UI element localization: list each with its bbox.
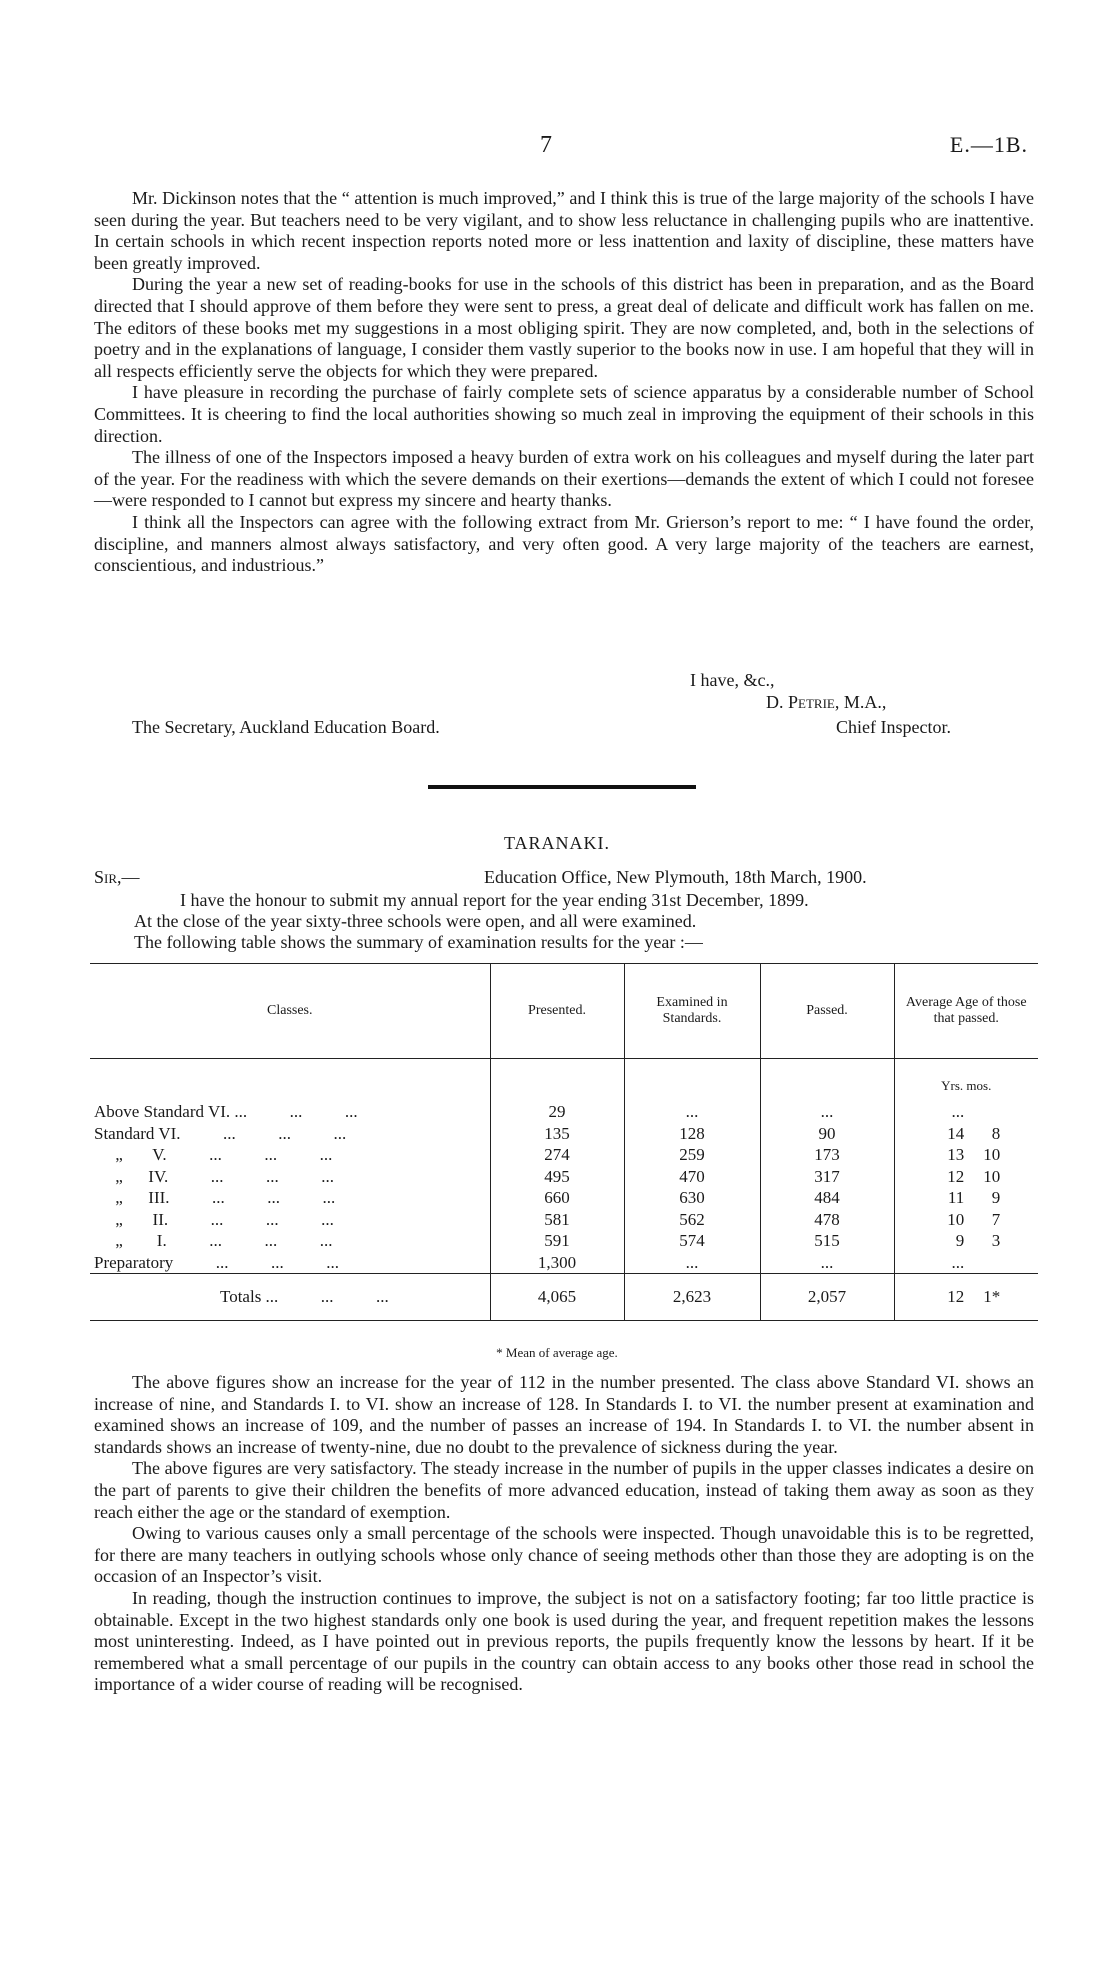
age-months: 7: [991, 1209, 1001, 1229]
age-months: 10: [983, 1166, 1001, 1186]
signatory-name: [766, 692, 886, 713]
class-name: „ IV. ... ... ...: [94, 1166, 335, 1186]
passed-value: ...: [760, 1101, 894, 1123]
total-presented: 4,065: [490, 1274, 624, 1321]
examination-summary-table: [90, 963, 1038, 1321]
total-age-months: 1*: [983, 1287, 1001, 1307]
taranaki-report-body: [94, 1372, 1034, 1696]
presented-value: 135: [490, 1123, 624, 1145]
auckland-paragraph: I think all the Inspectors can agree with the following extract from Mr. Grierson’s report to me: “ I have found the order, discipline, and manners almost always satisfactory, and very often good. A very large majority of the teachers are earnest, conscientious, and industrious.”: [94, 511, 1034, 576]
salutation: [94, 867, 140, 888]
taranaki-paragraph: Owing to various causes only a small percentage of the schools were inspected. Though unavoidable this is to be regretted, for there are many teachers in outlying schools whose only chance of seeing methods other than those they are adopting is on the occasion of an Inspector’s visit.: [94, 1523, 1034, 1587]
header-passed: Passed.: [760, 964, 894, 1059]
age-years: 14: [947, 1123, 965, 1143]
signatory-title: Chief Inspector.: [836, 717, 951, 737]
auckland-paragraph: I have pleasure in recording the purchase of fairly complete sets of science apparatus by a considerable number of School Committees. It is cheering to find the local authorities showing so much zeal in improving the equipment of their schools in this direction.: [94, 382, 1034, 446]
class-name: „ III. ... ... ...: [94, 1188, 336, 1207]
examined-value: 470: [624, 1166, 760, 1188]
table-row: [90, 1252, 1038, 1274]
examined-value: 574: [624, 1230, 760, 1252]
taranaki-paragraph: The above figures show an increase for the year of 112 in the number presented. The class above Standard VI. shows an increase of nine, and Standards I. to VI. show an increase of 128. In Standards I. to VI. the number present at examination and examined shows an increase of 109, and the number of passes an increase of 194. In Standards I. to VI. the number absent in standards shows an increase of twenty-nine, due no doubt to the prevalence of sickness during the year.: [94, 1372, 1034, 1457]
auckland-paragraph: The illness of one of the Inspectors imposed a heavy burden of extra work on his colleagues and myself during the later part of the year. For the readiness with which the severe demands on their exertions—demands the extent of which I could not foresee—were responded to I cannot but express my sincere and hearty thanks.: [94, 447, 1034, 511]
age-months: 9: [991, 1188, 1001, 1207]
intro-line: The following table shows the summary of examination results for the year :—: [134, 932, 703, 952]
salutation-rest: ,—: [117, 867, 140, 887]
class-name: Standard VI. ... ... ...: [94, 1123, 347, 1143]
header-presented: Presented.: [490, 964, 624, 1059]
age-months: 10: [983, 1145, 1001, 1164]
age-years: 11: [947, 1188, 965, 1207]
totals-label: Totals ... ... ...: [90, 1274, 490, 1321]
addressee: The Secretary, Auckland Education Board.: [132, 717, 440, 737]
signatory-degree: , M.A.,: [834, 692, 887, 712]
presented-value: 274: [490, 1144, 624, 1166]
age-years: 13: [947, 1145, 965, 1164]
presented-value: 495: [490, 1166, 624, 1188]
passed-value: ...: [760, 1252, 894, 1274]
auckland-paragraph: During the year a new set of reading-books for use in the schools of this district has been in preparation, and as the Board directed that I should approve of them before they were sent to press, a great deal of delicate and difficult work has fallen on me. The editors of these books met my suggestions in a most obliging spirit. They are now completed, and, both in the selections of poetry and in the explanations of language, I consider them vastly superior to the books now in use. I am hopeful that they will in all respects efficiently serve the objects for which they were prepared.: [94, 274, 1034, 381]
signatory-surname: Petrie: [788, 692, 835, 712]
header-classes: Classes.: [90, 964, 490, 1059]
intro-line: I have the honour to submit my annual report for the year ending 31st December, 1899.: [180, 890, 809, 910]
table-row: [90, 1209, 1038, 1231]
taranaki-paragraph: The above figures are very satisfactory. The steady increase in the number of pupils in the upper classes indicates a desire on the part of parents to give their children the benefits of more advanced education, instead of taking them away as soon as they reach either the age or the standard of exemption.: [94, 1458, 1034, 1522]
section-title: TARANAKI.: [503, 833, 611, 853]
presented-value: 1,300: [490, 1252, 624, 1274]
examined-value: 128: [624, 1123, 760, 1145]
age-unit-label: Yrs. mos.: [894, 1071, 1038, 1101]
class-name: Above Standard VI. ... ... ...: [94, 1102, 358, 1121]
dateline: Education Office, New Plymouth, 18th March, 1900.: [484, 867, 867, 887]
header-examined: Examined in Standards.: [624, 964, 760, 1059]
age-years: ...: [951, 1252, 965, 1272]
salutation-initial: Sir: [94, 867, 118, 887]
presented-value: 581: [490, 1209, 624, 1231]
table-row: [90, 1166, 1038, 1188]
section-divider: [428, 785, 696, 789]
unit-row: [90, 1071, 1038, 1101]
table-row: [90, 1230, 1038, 1252]
examined-value: 562: [624, 1209, 760, 1231]
examined-value: 259: [624, 1144, 760, 1166]
presented-value: 660: [490, 1187, 624, 1209]
header-average-age: Average Age of those that passed.: [894, 964, 1038, 1059]
examined-value: ...: [624, 1101, 760, 1123]
class-name: Preparatory ... ... ...: [94, 1252, 340, 1272]
class-name: „ V. ... ... ...: [94, 1145, 333, 1164]
presented-value: 591: [490, 1230, 624, 1252]
class-name: „ II. ... ... ...: [94, 1209, 334, 1229]
totals-row: [90, 1274, 1038, 1321]
table-row: [90, 1144, 1038, 1166]
signatory-initial: D.: [766, 692, 784, 712]
age-months: 3: [991, 1231, 1001, 1250]
table-row: [90, 1123, 1038, 1145]
table-row: [90, 1101, 1038, 1123]
age-months: 8: [991, 1123, 1001, 1143]
passed-value: 515: [760, 1230, 894, 1252]
age-years: ...: [951, 1102, 965, 1121]
total-examined: 2,623: [624, 1274, 760, 1321]
passed-value: 317: [760, 1166, 894, 1188]
presented-value: 29: [490, 1101, 624, 1123]
table-header-row: [90, 964, 1038, 1059]
table-footnote: * Mean of average age.: [496, 1345, 618, 1360]
auckland-report-body: [94, 188, 1034, 577]
examined-value: ...: [624, 1252, 760, 1274]
total-age-years: 12: [947, 1287, 965, 1307]
age-years: 9: [955, 1231, 965, 1250]
passed-value: 478: [760, 1209, 894, 1231]
passed-value: 173: [760, 1144, 894, 1166]
passed-value: 90: [760, 1123, 894, 1145]
paper-reference: E.—1B.: [949, 132, 1028, 157]
table-row: [90, 1187, 1038, 1209]
age-years: 10: [947, 1209, 965, 1229]
passed-value: 484: [760, 1187, 894, 1209]
auckland-paragraph: Mr. Dickinson notes that the “ attention is much improved,” and I think this is true of the large majority of the schools I have seen during the year. But teachers need to be very vigilant, and to show less reluctance in challenging pupils who are inattentive. In certain schools in which recent inspection reports noted more or less inattention and laxity of discipline, these matters have been greatly improved.: [94, 188, 1034, 273]
examined-value: 630: [624, 1187, 760, 1209]
taranaki-paragraph: In reading, though the instruction continues to improve, the subject is not on a satisfactory footing; far too little practice is obtainable. Except in the two highest standards only one book is used during the year, and frequent repetition makes the lessons most uninteresting. Indeed, as I have pointed out in previous reports, the pupils frequently know the lessons by heart. If it be remembered what a small percentage of our pupils in the country can obtain access to any books other those read in school the importance of a wider course of reading will be recognised.: [94, 1587, 1034, 1695]
closing-phrase: I have, &c.,: [690, 670, 775, 690]
total-passed: 2,057: [760, 1274, 894, 1321]
page-number: 7: [540, 132, 552, 158]
intro-line: At the close of the year sixty-three schools were open, and all were examined.: [134, 911, 697, 931]
class-name: „ I. ... ... ...: [94, 1231, 333, 1250]
age-years: 12: [947, 1166, 965, 1186]
